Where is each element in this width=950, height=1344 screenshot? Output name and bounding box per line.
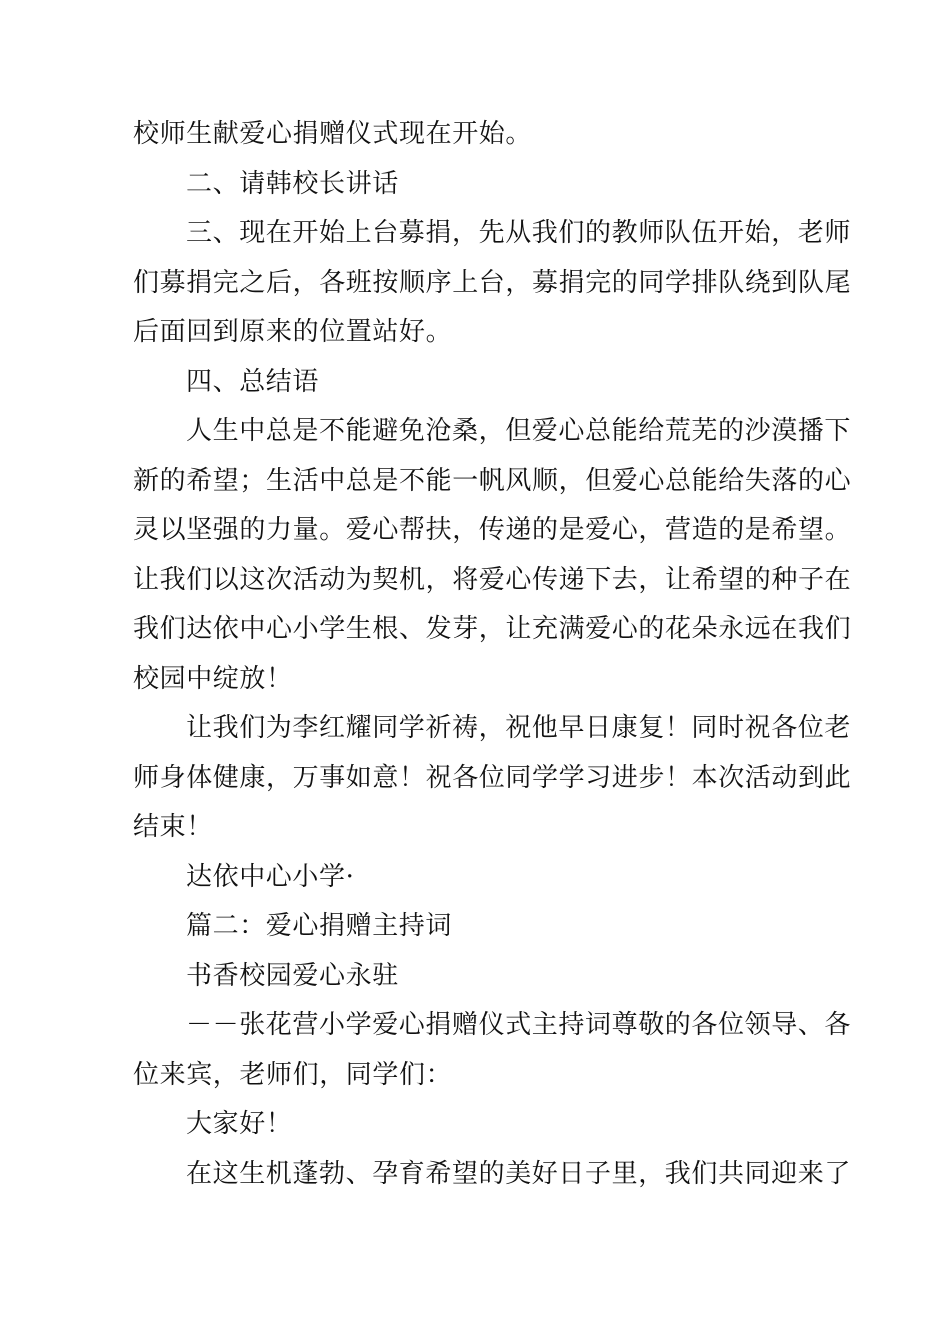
text-line: 在这生机蓬勃、孕育希望的美好日子里，我们共同迎来了 <box>186 1158 852 1189</box>
text-line: －－张花营小学爱心捐赠仪式主持词尊敬的各位领导、各 <box>186 1010 852 1040</box>
text-line: 校师生献爱心捐赠仪式现在开始。 <box>133 119 533 149</box>
section-heading: 四、总结语 <box>186 366 320 397</box>
text-line: 校园中绽放！ <box>133 663 293 694</box>
section-heading: 二、请韩校长讲话 <box>186 168 399 199</box>
text-line: 我们达依中心小学生根、发芽，让充满爱心的花朵永远在我们 <box>133 614 852 644</box>
text-line: 后面回到原来的位置站好。 <box>133 317 453 347</box>
text-line: 新的希望；生活中总是不能一帆风顺，但爱心总能给失落的心 <box>133 465 852 496</box>
text-line: 三、现在开始上台募捐，先从我们的教师队伍开始，老师 <box>186 218 852 248</box>
text-line: 让我们为李红耀同学祈祷，祝他早日康复！同时祝各位老 <box>186 713 852 743</box>
text-line: 人生中总是不能避免沧桑，但爱心总能给荒芜的沙漠播下 <box>186 416 852 446</box>
text-line: 让我们以这次活动为契机，将爱心传递下去，让希望的种子在 <box>133 564 852 595</box>
text-line: 师身体健康，万事如意！祝各位同学学习进步！本次活动到此 <box>133 762 852 793</box>
subtitle: 书香校园爱心永驻 <box>186 960 399 991</box>
text-line: 们募捐完之后，各班按顺序上台，募捐完的同学排队绕到队尾 <box>133 267 852 298</box>
text-line: 灵以坚强的力量。爱心帮扶，传递的是爱心，营造的是希望。 <box>133 515 852 545</box>
document-body <box>133 110 852 1199</box>
signature-line: 达依中心小学· <box>186 861 355 892</box>
text-line: 位来宾，老师们，同学们： <box>133 1059 453 1090</box>
text-line: 结束！ <box>133 812 213 842</box>
greeting-line: 大家好！ <box>186 1109 293 1139</box>
chapter-title: 篇二：爱心捐赠主持词 <box>186 911 453 941</box>
